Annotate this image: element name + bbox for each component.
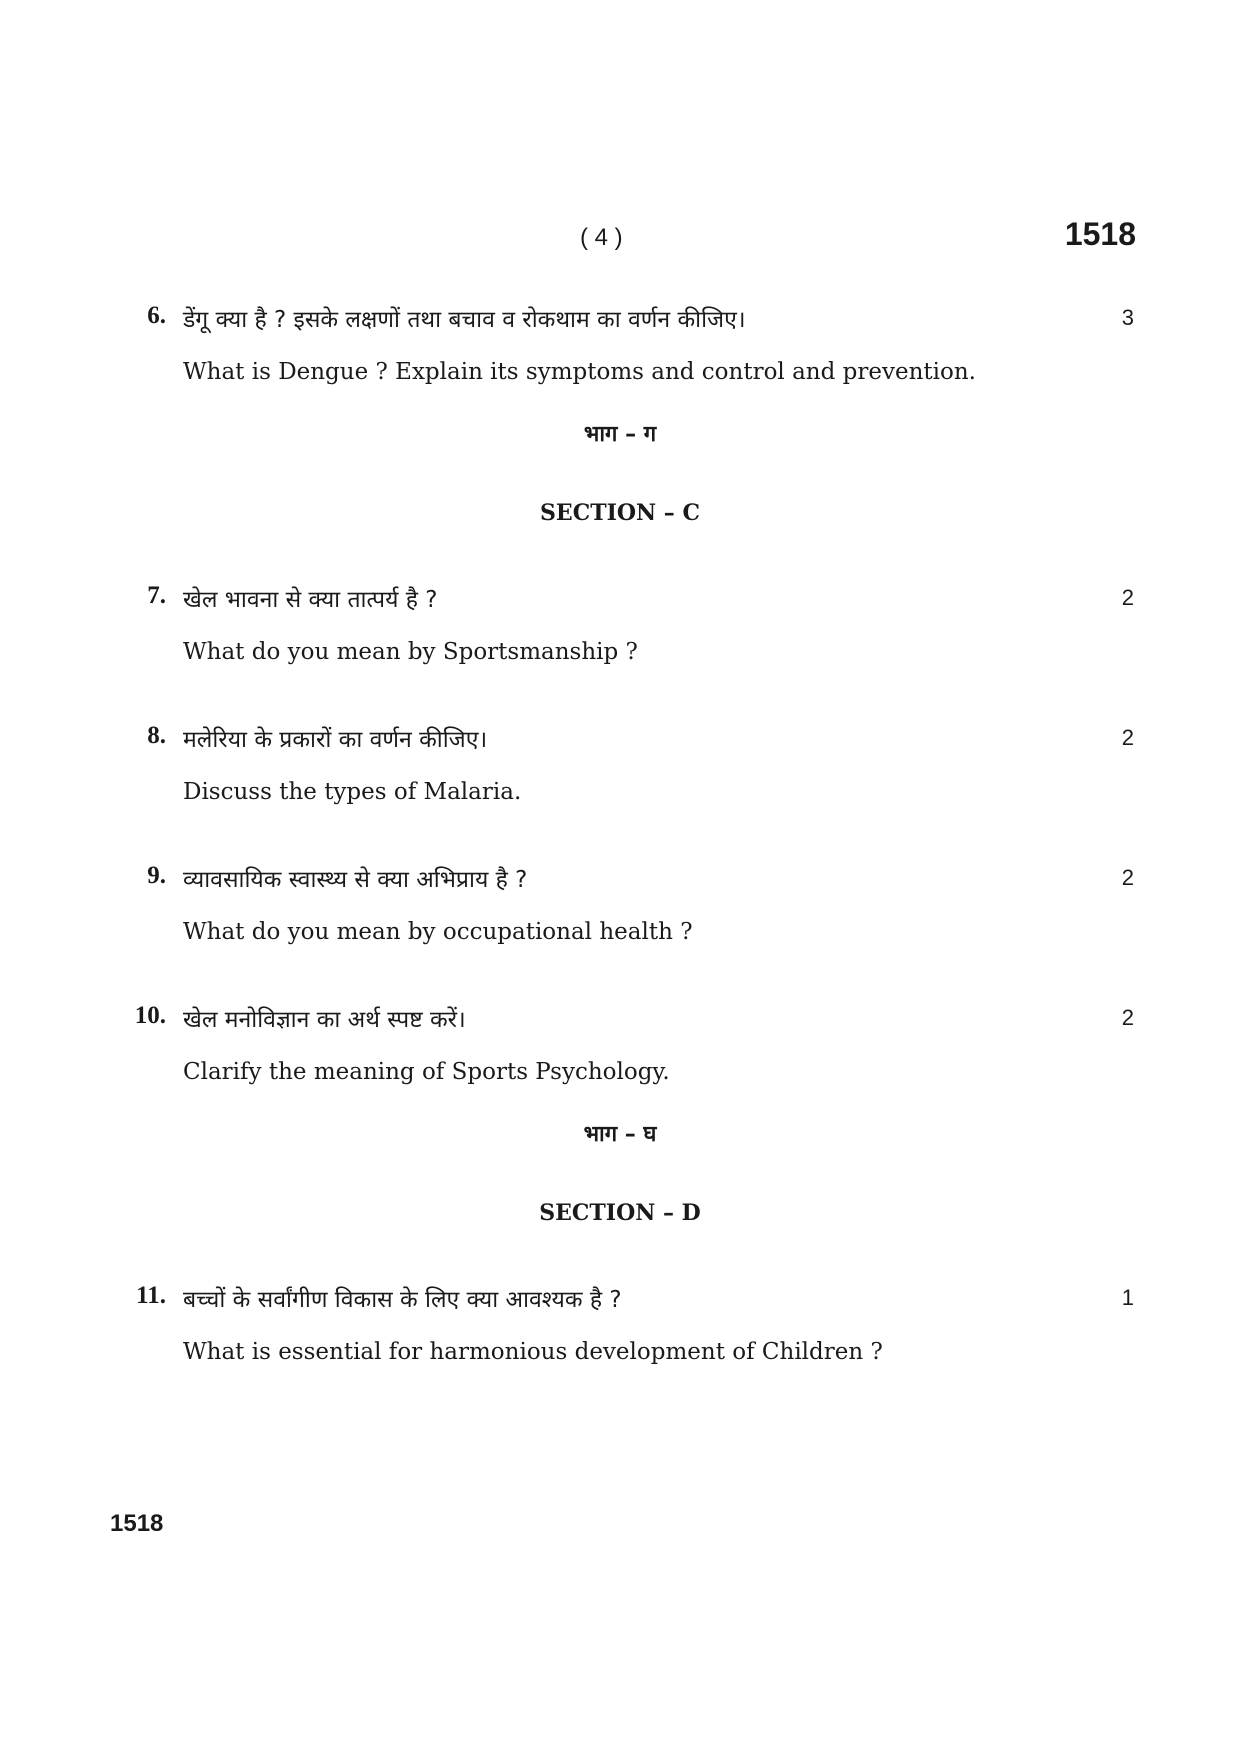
- question-6-marks: 3: [1121, 305, 1134, 330]
- page-number: ( 4 ): [580, 224, 623, 251]
- question-7-marks: 2: [1121, 585, 1134, 610]
- question-9-marks: 2: [1121, 865, 1134, 890]
- question-11-english: What is essential for harmonious development of Children ?: [183, 1339, 883, 1365]
- question-8-number: 8.: [147, 722, 166, 749]
- question-10-marks: 2: [1121, 1005, 1134, 1030]
- question-10-english: Clarify the meaning of Sports Psychology.: [183, 1059, 670, 1085]
- question-10-hindi: खेल मनोविज्ञान का अर्थ स्पष्ट करें।: [183, 1007, 466, 1033]
- question-11-hindi: बच्चों के सर्वांगीण विकास के लिए क्या आवश्यक है ?: [183, 1287, 622, 1313]
- question-7-hindi: खेल भावना से क्या तात्पर्य है ?: [183, 587, 438, 613]
- question-9-english: What do you mean by occupational health ?: [183, 919, 693, 945]
- section-d-hindi-heading: भाग – घ: [583, 1122, 657, 1147]
- question-6-hindi: डेंगू क्या है ? इसके लक्षणों तथा बचाव व रोकथाम का वर्णन कीजिए।: [183, 307, 746, 333]
- question-8-hindi: मलेरिया के प्रकारों का वर्णन कीजिए।: [183, 727, 488, 753]
- question-9-hindi: व्यावसायिक स्वास्थ्य से क्या अभिप्राय है ?: [183, 867, 528, 893]
- paper-code-header: 1518: [1064, 216, 1136, 252]
- paper-code-footer: 1518: [110, 1510, 164, 1537]
- question-8-english: Discuss the types of Malaria.: [183, 779, 522, 805]
- section-c-hindi-heading: भाग – ग: [583, 422, 657, 447]
- question-7-number: 7.: [147, 582, 166, 609]
- question-7-english: What do you mean by Sportsmanship ?: [183, 639, 638, 665]
- question-9-number: 9.: [147, 862, 166, 889]
- question-6-number: 6.: [147, 302, 166, 329]
- question-6-english: What is Dengue ? Explain its symptoms and control and prevention.: [183, 359, 976, 385]
- question-8-marks: 2: [1121, 725, 1134, 750]
- question-11-marks: 1: [1121, 1285, 1134, 1310]
- section-c-heading: SECTION – C: [540, 500, 700, 526]
- question-11-number: 11.: [136, 1282, 166, 1309]
- section-d-heading: SECTION – D: [539, 1200, 701, 1226]
- question-10-number: 10.: [134, 1002, 166, 1029]
